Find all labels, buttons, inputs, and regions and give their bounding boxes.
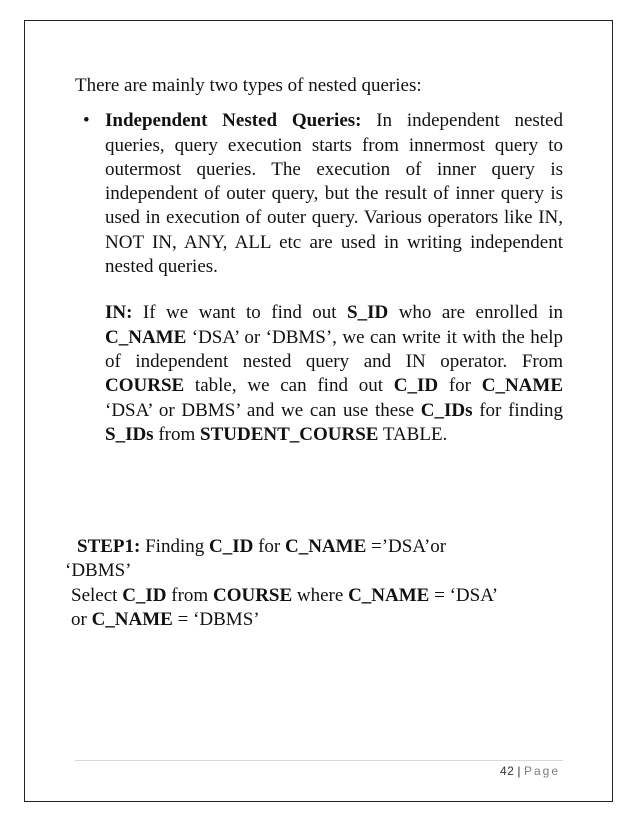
in-bold-4: C_ID bbox=[393, 375, 439, 397]
or-text-2: = ‘DBMS’ bbox=[172, 609, 260, 631]
in-text-1: If we want to find out bbox=[132, 302, 348, 324]
document-body bbox=[65, 74, 563, 632]
step1-bold-1: C_ID bbox=[208, 536, 254, 558]
page-footer bbox=[500, 764, 560, 778]
in-label: IN: bbox=[105, 302, 133, 324]
intro-text: There are mainly two types of nested queries: bbox=[75, 75, 422, 96]
in-bold-2: C_NAME bbox=[105, 326, 187, 348]
select-text-3: where bbox=[292, 584, 349, 606]
in-text-5: for bbox=[438, 375, 482, 397]
select-text-4: = ‘DSA’ bbox=[429, 584, 499, 606]
page-label: Page bbox=[523, 764, 560, 778]
select-line bbox=[65, 584, 563, 608]
in-bold-1: S_ID bbox=[347, 302, 389, 324]
step1-section bbox=[65, 535, 563, 632]
select-bold-3: C_NAME bbox=[348, 584, 430, 606]
step1-text-2: for bbox=[253, 536, 285, 558]
in-bold-7: S_IDs bbox=[105, 423, 154, 445]
footer-separator: | bbox=[517, 764, 521, 778]
in-operator-paragraph bbox=[105, 301, 563, 447]
in-bold-6: C_IDs bbox=[420, 399, 473, 421]
in-text-6: ‘DSA’ or DBMS’ and we can use these bbox=[105, 399, 421, 421]
step1-text-3: =’DSA’or bbox=[366, 536, 447, 558]
bullet-title: Independent Nested Queries: bbox=[105, 110, 362, 132]
step1-heading bbox=[65, 535, 563, 559]
bullet-text: In independent nested queries, query execution starts from innermost query to outermost queries. The execution of inner query is independent of outer query, but the result of inner query is used in execution of outer query. Various operators like IN, NOT IN, ANY, ALL etc are used in writing independent nested queries. bbox=[105, 110, 563, 278]
in-text-2: who are enrolled in bbox=[388, 302, 563, 324]
select-text-1: Select bbox=[71, 584, 123, 606]
in-bold-5: C_NAME bbox=[481, 375, 563, 397]
or-bold-1: C_NAME bbox=[91, 609, 173, 631]
in-bold-3: COURSE bbox=[105, 375, 185, 397]
in-text-7: for finding bbox=[472, 399, 563, 421]
footer-divider bbox=[75, 760, 563, 761]
or-text-1: or bbox=[71, 609, 92, 631]
or-line bbox=[65, 608, 563, 632]
in-text-8: from bbox=[153, 423, 201, 445]
step1-label: STEP1: bbox=[77, 536, 141, 558]
bullet-item bbox=[75, 109, 563, 447]
page-number: 42 bbox=[499, 764, 515, 778]
in-text-3: ‘DSA’ or ‘DBMS’, we can write it with the help of independent nested query and IN operator. From bbox=[105, 326, 563, 372]
step1-continuation: ‘DBMS’ bbox=[65, 560, 132, 582]
in-bold-8: STUDENT_COURSE bbox=[200, 423, 379, 445]
in-text-9: TABLE. bbox=[378, 423, 448, 445]
select-bold-1: C_ID bbox=[122, 584, 167, 606]
in-text-4: table, we can find out bbox=[184, 375, 394, 397]
select-bold-2: COURSE bbox=[212, 584, 293, 606]
step1-bold-2: C_NAME bbox=[284, 536, 367, 558]
bullet-icon: • bbox=[83, 110, 90, 132]
step1-text-1: Finding bbox=[140, 536, 209, 558]
select-text-2: from bbox=[166, 584, 213, 606]
bullet-paragraph bbox=[105, 109, 563, 279]
